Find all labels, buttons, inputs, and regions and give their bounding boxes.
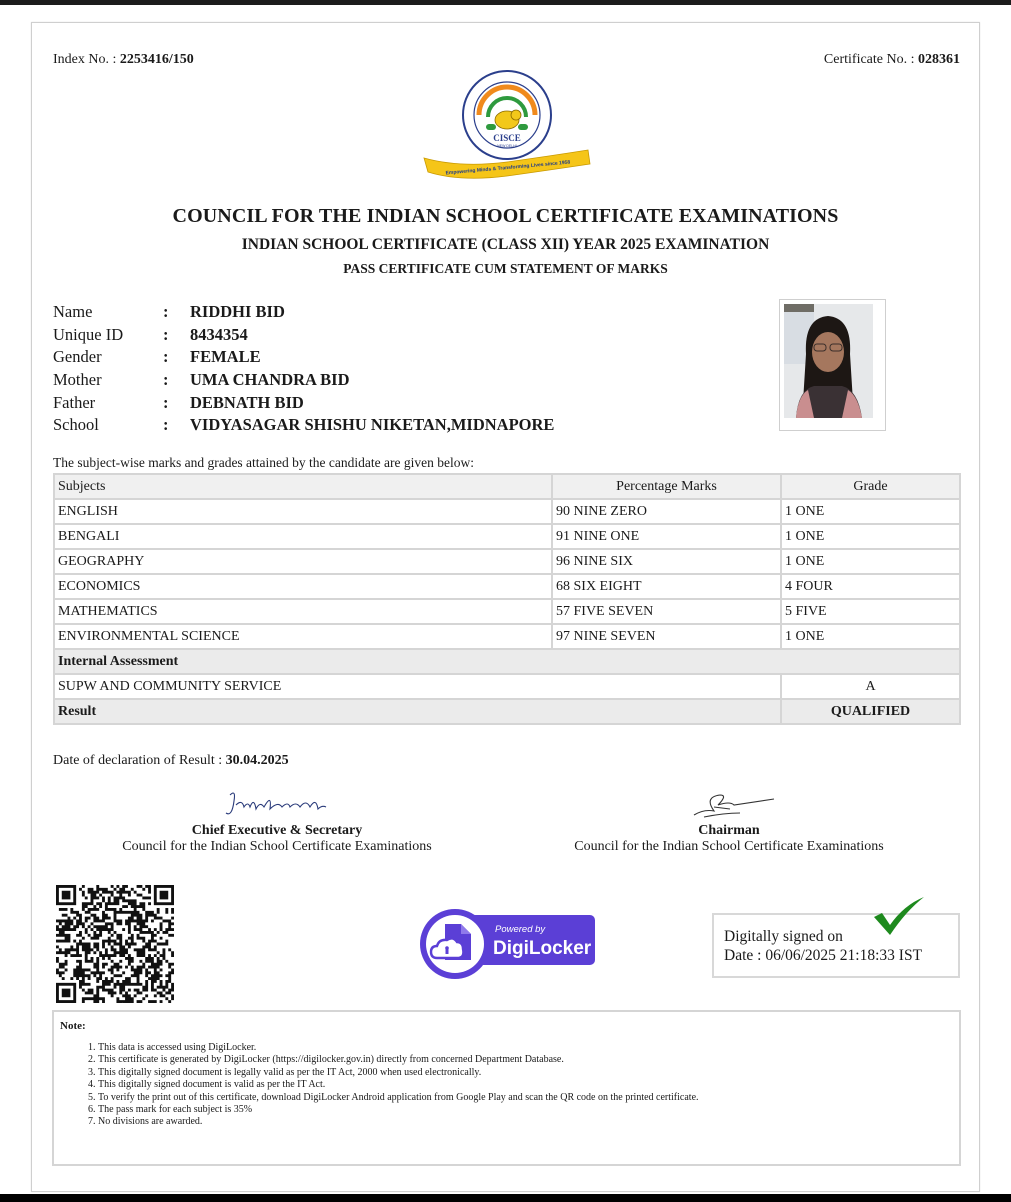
- certificate-value: 028361: [918, 52, 960, 67]
- signature-org: Council for the Indian School Certificate Examinations: [574, 839, 884, 854]
- note-item: 7. No divisions are awarded.: [98, 1116, 699, 1128]
- info-colon: :: [163, 347, 169, 367]
- table-row: [54, 574, 960, 599]
- info-row-father: [53, 391, 554, 414]
- info-colon: :: [163, 415, 169, 435]
- info-value: DEBNATH BID: [190, 392, 304, 412]
- declaration-date: [53, 753, 289, 769]
- info-colon: :: [163, 370, 169, 390]
- signed-label: Digitally signed on: [724, 928, 843, 945]
- info-colon: :: [163, 392, 169, 412]
- subject-cell: ENGLISH: [54, 499, 552, 524]
- percentage-cell: 90 NINE ZERO: [552, 499, 781, 524]
- info-row-mother: [53, 369, 554, 392]
- note-item: 1. This data is accessed using DigiLocker.: [98, 1042, 699, 1054]
- internal-assessment-row: [54, 649, 960, 674]
- note-item: 4. This digitally signed document is valid as per the IT Act.: [98, 1079, 699, 1091]
- subject-cell: ECONOMICS: [54, 574, 552, 599]
- table-row: [54, 524, 960, 549]
- percentage-cell: 68 SIX EIGHT: [552, 574, 781, 599]
- header-subjects: Subjects: [54, 474, 552, 499]
- digital-signature-box: [712, 913, 960, 978]
- qr-code: [56, 885, 174, 1003]
- note-item: 6. The pass mark for each subject is 35%: [98, 1104, 699, 1116]
- info-row-gender: [53, 346, 554, 369]
- svg-text:Empowering Minds & Transformin: Empowering Minds & Transforming Lives since 1958: [445, 159, 571, 177]
- grade-cell: 5 FIVE: [781, 599, 960, 624]
- info-label: Gender: [53, 347, 102, 367]
- header-grade: Grade: [781, 474, 960, 499]
- table-row: [54, 624, 960, 649]
- table-header-row: [54, 474, 960, 499]
- subject-cell: SUPW AND COMMUNITY SERVICE: [54, 674, 781, 699]
- grade-cell: 1 ONE: [781, 499, 960, 524]
- council-title: COUNCIL FOR THE INDIAN SCHOOL CERTIFICATE EXAMINATIONS: [172, 205, 839, 227]
- percentage-cell: 57 FIVE SEVEN: [552, 599, 781, 624]
- grade-cell: 4 FOUR: [781, 574, 960, 599]
- subject-cell: ENVIRONMENTAL SCIENCE: [54, 624, 552, 649]
- table-row: [54, 499, 960, 524]
- info-label: School: [53, 415, 99, 435]
- candidate-photo: [779, 299, 886, 431]
- bottom-bar: [0, 1194, 1011, 1202]
- info-value: UMA CHANDRA BID: [190, 370, 350, 390]
- signature-title: Chairman: [698, 823, 760, 838]
- grade-cell: 1 ONE: [781, 524, 960, 549]
- note-item: 2. This certificate is generated by DigiLocker (https://digilocker.gov.in) directly from concerned Department Database.: [98, 1054, 699, 1066]
- table-row: [54, 674, 960, 699]
- svg-text:DigiLocker: DigiLocker: [493, 938, 592, 959]
- percentage-cell: 96 NINE SIX: [552, 549, 781, 574]
- svg-text:CISCE: CISCE: [493, 133, 521, 143]
- cisce-logo: [420, 68, 595, 188]
- note-item: 3. This digitally signed document is legally valid as per the IT Act, 2000 when used electronically.: [98, 1067, 699, 1079]
- note-list: [60, 1042, 699, 1129]
- index-value: 2253416/150: [119, 52, 194, 67]
- svg-text:NEW DELHI: NEW DELHI: [497, 144, 517, 148]
- signature-chief-executive: [92, 787, 462, 855]
- portrait-image: [784, 304, 873, 418]
- candidate-info: [53, 301, 554, 437]
- grade-cell: 1 ONE: [781, 624, 960, 649]
- result-label: Result: [54, 699, 781, 724]
- note-title: Note:: [60, 1020, 86, 1032]
- subject-cell: MATHEMATICS: [54, 599, 552, 624]
- grade-cell: A: [781, 674, 960, 699]
- info-row-school: [53, 414, 554, 437]
- info-label: Unique ID: [53, 324, 124, 344]
- info-colon: :: [163, 324, 169, 344]
- percentage-cell: 97 NINE SEVEN: [552, 624, 781, 649]
- result-value: QUALIFIED: [781, 699, 960, 724]
- signature-org: Council for the Indian School Certificate Examinations: [122, 839, 432, 854]
- signature-title: Chief Executive & Secretary: [191, 823, 363, 838]
- info-value: FEMALE: [190, 347, 261, 367]
- marks-table: [53, 473, 961, 725]
- index-label: Index No. :: [53, 52, 120, 67]
- exam-title: INDIAN SCHOOL CERTIFICATE (CLASS XII) YEAR 2025 EXAMINATION: [241, 236, 770, 253]
- index-number: [53, 52, 194, 68]
- certificate-page: [31, 22, 980, 1192]
- note-item: 5. To verify the print out of this certificate, download DigiLocker Android application from Google Play and scan the QR code on the printed certificate.: [98, 1092, 699, 1104]
- digilocker-badge: [417, 906, 597, 982]
- internal-assessment-label: Internal Assessment: [54, 649, 960, 674]
- note-box: [52, 1010, 961, 1166]
- declaration-value: 30.04.2025: [225, 753, 289, 768]
- certificate-label: Certificate No. :: [823, 52, 918, 67]
- signed-date: Date : 06/06/2025 21:18:33 IST: [724, 947, 923, 964]
- header-percentage: Percentage Marks: [552, 474, 781, 499]
- certificate-number: [824, 52, 960, 68]
- info-row-unique-id: [53, 324, 554, 347]
- info-value: VIDYASAGAR SHISHU NIKETAN,MIDNAPORE: [190, 415, 555, 435]
- subject-cell: GEOGRAPHY: [54, 549, 552, 574]
- table-row: [54, 599, 960, 624]
- grade-cell: 1 ONE: [781, 549, 960, 574]
- percentage-cell: 91 NINE ONE: [552, 524, 781, 549]
- top-bar: [0, 0, 1011, 5]
- cisce-emblem-icon: [420, 68, 595, 188]
- info-colon: :: [163, 302, 169, 322]
- info-value: 8434354: [190, 324, 248, 344]
- digital-signature-text: [724, 927, 922, 965]
- signature-icon: [674, 787, 784, 823]
- svg-text:Powered by: Powered by: [495, 924, 546, 935]
- info-label: Mother: [53, 370, 102, 390]
- result-row: [54, 699, 960, 724]
- info-value: RIDDHI BID: [190, 302, 285, 322]
- signature-icon: [222, 787, 332, 823]
- subject-cell: BENGALI: [54, 524, 552, 549]
- info-label: Name: [53, 302, 93, 322]
- info-label: Father: [53, 392, 96, 412]
- document-title: PASS CERTIFICATE CUM STATEMENT OF MARKS: [343, 261, 668, 276]
- info-row-name: [53, 301, 554, 324]
- qr-code-icon: [56, 885, 174, 1003]
- declaration-label: Date of declaration of Result :: [53, 753, 226, 768]
- signature-chairman: [544, 787, 914, 855]
- marks-intro: The subject-wise marks and grades attained by the candidate are given below:: [53, 455, 474, 470]
- digilocker-logo: [417, 906, 597, 982]
- table-row: [54, 549, 960, 574]
